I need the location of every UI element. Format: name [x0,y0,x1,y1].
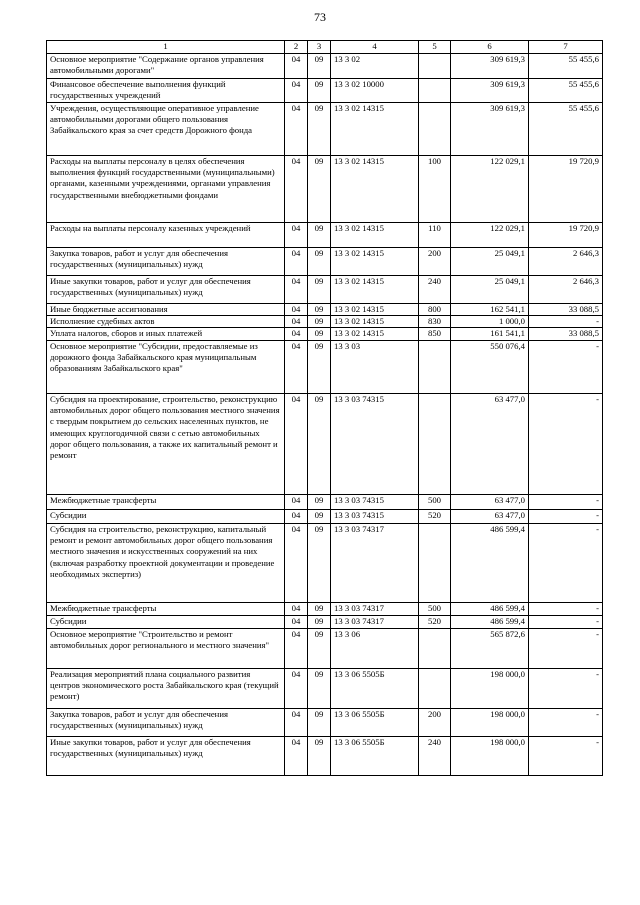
row-target-article-cell: 13 3 06 [331,628,419,668]
row-expense-type-cell: 240 [419,736,451,775]
row-expense-type-cell [419,340,451,393]
row-section-cell: 04 [285,79,308,103]
row-name-cell: Закупка товаров, работ и услуг для обеспечения государственных (муниципальных) нужд [47,708,285,736]
row-expense-type-cell [419,79,451,103]
row-subsection-cell: 09 [308,602,331,615]
table-row [47,102,603,155]
row-amount-cell: 63 477,0 [451,509,529,523]
page-number: 73 [314,10,326,24]
row-section-cell: 04 [285,628,308,668]
row-expense-type-cell: 200 [419,708,451,736]
row-target-article-cell: 13 3 02 14315 [331,155,419,222]
row-name-cell: Субсидия на проектирование, строительство, реконструкцию автомобильных дорог общего пользования местного значения с твердым покрытием до сельских населенных пунктов, не имеющих круглогодичной связи с сетью автомобильных дорог общего пользования, а также их капитальный ремонт и ремонт [47,393,285,494]
row-target-article-cell: 13 3 03 74315 [331,509,419,523]
row-subsection-cell: 09 [308,315,331,327]
row-subsection-cell: 09 [308,79,331,103]
row-amount-cell: 122 029,1 [451,222,529,247]
row-amount-cell: 565 872,6 [451,628,529,668]
row-expense-type-cell: 850 [419,328,451,340]
row-amount-extra-cell: 55 455,6 [529,79,603,103]
row-expense-type-cell: 520 [419,509,451,523]
row-expense-type-cell [419,102,451,155]
row-target-article-cell: 13 3 02 [331,54,419,79]
row-section-cell: 04 [285,328,308,340]
row-amount-cell: 486 599,4 [451,602,529,615]
row-section-cell: 04 [285,340,308,393]
row-section-cell: 04 [285,523,308,602]
table-row [47,315,603,327]
row-subsection-cell: 09 [308,628,331,668]
table-row [47,303,603,315]
row-amount-cell: 63 477,0 [451,393,529,494]
row-subsection-cell: 09 [308,222,331,247]
row-target-article-cell: 13 3 03 74317 [331,615,419,628]
row-section-cell: 04 [285,615,308,628]
row-name-cell: Иные бюджетные ассигнования [47,303,285,315]
table-row [47,494,603,509]
header-col-1: 1 [47,41,285,54]
row-amount-cell: 486 599,4 [451,615,529,628]
row-subsection-cell: 09 [308,155,331,222]
row-section-cell: 04 [285,54,308,79]
row-amount-cell: 161 541,1 [451,328,529,340]
row-amount-extra-cell: - [529,393,603,494]
table-row [47,275,603,303]
row-section-cell: 04 [285,708,308,736]
row-expense-type-cell: 500 [419,602,451,615]
row-amount-cell: 25 049,1 [451,275,529,303]
row-name-cell: Межбюджетные трансферты [47,602,285,615]
row-amount-cell: 486 599,4 [451,523,529,602]
row-subsection-cell: 09 [308,54,331,79]
row-amount-cell: 63 477,0 [451,494,529,509]
table-row [47,668,603,708]
row-amount-cell: 550 076,4 [451,340,529,393]
row-subsection-cell: 09 [308,708,331,736]
table-row [47,222,603,247]
row-name-cell: Расходы на выплаты персоналу казенных учреждений [47,222,285,247]
row-subsection-cell: 09 [308,393,331,494]
row-expense-type-cell: 240 [419,275,451,303]
table-row [47,509,603,523]
row-expense-type-cell [419,523,451,602]
table-row [47,247,603,275]
row-amount-extra-cell: 2 646,3 [529,247,603,275]
row-amount-cell: 309 619,3 [451,102,529,155]
row-name-cell: Субсидии [47,509,285,523]
row-amount-cell: 162 541,1 [451,303,529,315]
row-target-article-cell: 13 3 03 [331,340,419,393]
row-subsection-cell: 09 [308,247,331,275]
row-expense-type-cell [419,668,451,708]
row-amount-extra-cell: 55 455,6 [529,54,603,79]
row-name-cell: Финансовое обеспечение выполнения функций государственных учреждений [47,79,285,103]
row-name-cell: Основное мероприятие "Строительство и ремонт автомобильных дорог регионального и местного значения" [47,628,285,668]
row-amount-extra-cell: 2 646,3 [529,275,603,303]
row-target-article-cell: 13 3 02 14315 [331,102,419,155]
header-col-3: 3 [308,41,331,54]
row-amount-extra-cell: 55 455,6 [529,102,603,155]
row-name-cell: Уплата налогов, сборов и иных платежей [47,328,285,340]
row-amount-extra-cell: - [529,509,603,523]
row-amount-cell: 198 000,0 [451,668,529,708]
row-target-article-cell: 13 3 02 14315 [331,315,419,327]
row-subsection-cell: 09 [308,615,331,628]
row-name-cell: Иные закупки товаров, работ и услуг для обеспечения государственных (муниципальных) нужд [47,275,285,303]
row-section-cell: 04 [285,102,308,155]
row-section-cell: 04 [285,303,308,315]
row-subsection-cell: 09 [308,523,331,602]
table-row [47,602,603,615]
row-target-article-cell: 13 3 02 14315 [331,303,419,315]
row-expense-type-cell: 830 [419,315,451,327]
row-target-article-cell: 13 3 02 14315 [331,275,419,303]
row-subsection-cell: 09 [308,509,331,523]
row-target-article-cell: 13 3 02 14315 [331,222,419,247]
row-amount-extra-cell: 33 088,5 [529,328,603,340]
header-col-7: 7 [529,41,603,54]
row-name-cell: Основное мероприятие "Субсидии, предоставляемые из дорожного фонда Забайкальского края муниципальным образованиям Забайкальского края" [47,340,285,393]
row-name-cell: Закупка товаров, работ и услуг для обеспечения государственных (муниципальных) нужд [47,247,285,275]
row-target-article-cell: 13 3 06 5505Б [331,736,419,775]
row-target-article-cell: 13 3 03 74315 [331,494,419,509]
row-amount-extra-cell: - [529,340,603,393]
table-row [47,628,603,668]
header-col-4: 4 [331,41,419,54]
table-row [47,615,603,628]
row-expense-type-cell [419,628,451,668]
table-row [47,523,603,602]
row-name-cell: Межбюджетные трансферты [47,494,285,509]
row-name-cell: Субсидии [47,615,285,628]
header-col-6: 6 [451,41,529,54]
row-amount-extra-cell: 19 720,9 [529,222,603,247]
row-amount-extra-cell: - [529,628,603,668]
row-section-cell: 04 [285,393,308,494]
row-expense-type-cell [419,393,451,494]
row-expense-type-cell: 100 [419,155,451,222]
row-amount-extra-cell: 33 088,5 [529,303,603,315]
row-subsection-cell: 09 [308,494,331,509]
row-target-article-cell: 13 3 02 10000 [331,79,419,103]
row-amount-cell: 25 049,1 [451,247,529,275]
row-section-cell: 04 [285,222,308,247]
row-expense-type-cell [419,54,451,79]
table-row [47,328,603,340]
row-subsection-cell: 09 [308,303,331,315]
row-target-article-cell: 13 3 03 74317 [331,602,419,615]
row-section-cell: 04 [285,602,308,615]
row-expense-type-cell: 800 [419,303,451,315]
row-section-cell: 04 [285,509,308,523]
row-target-article-cell: 13 3 02 14315 [331,247,419,275]
row-amount-extra-cell: - [529,523,603,602]
row-target-article-cell: 13 3 03 74315 [331,393,419,494]
row-amount-extra-cell: - [529,494,603,509]
row-amount-cell: 309 619,3 [451,54,529,79]
row-name-cell: Исполнение судебных актов [47,315,285,327]
row-name-cell: Реализация мероприятий плана социального развития центров экономического роста Забайкальского края (текущий ремонт) [47,668,285,708]
row-subsection-cell: 09 [308,340,331,393]
row-target-article-cell: 13 3 06 5505Б [331,708,419,736]
table-row [47,736,603,775]
table-row [47,54,603,79]
table-row [47,155,603,222]
budget-table [46,40,603,776]
row-name-cell: Расходы на выплаты персоналу в целях обеспечения выполнения функций государственными (муниципальными) органами, казенными учреждениями, органами управления государственными внебюджетными фондами [47,155,285,222]
row-section-cell: 04 [285,494,308,509]
row-amount-extra-cell: - [529,602,603,615]
table-row [47,393,603,494]
row-expense-type-cell: 500 [419,494,451,509]
row-expense-type-cell: 520 [419,615,451,628]
table-row [47,79,603,103]
row-amount-cell: 122 029,1 [451,155,529,222]
row-amount-extra-cell: - [529,615,603,628]
row-subsection-cell: 09 [308,668,331,708]
row-name-cell: Основное мероприятие "Содержание органов управления автомобильными дорогами" [47,54,285,79]
row-name-cell: Учреждения, осуществляющие оперативное управление автомобильными дорогами общего пользования Забайкальского края за счет средств Дорожного фонда [47,102,285,155]
row-section-cell: 04 [285,668,308,708]
table-row [47,708,603,736]
row-subsection-cell: 09 [308,736,331,775]
row-amount-extra-cell: - [529,736,603,775]
row-amount-cell: 309 619,3 [451,79,529,103]
row-subsection-cell: 09 [308,328,331,340]
header-col-2: 2 [285,41,308,54]
row-section-cell: 04 [285,155,308,222]
row-section-cell: 04 [285,247,308,275]
row-expense-type-cell: 200 [419,247,451,275]
row-section-cell: 04 [285,315,308,327]
row-name-cell: Субсидия на строительство, реконструкцию, капитальный ремонт и ремонт автомобильных дорог общего пользования местного значения и искусственных сооружений на них (включая разработку проектной документации и проведение необходимых экспертиз) [47,523,285,602]
row-section-cell: 04 [285,275,308,303]
row-amount-extra-cell: - [529,708,603,736]
row-amount-extra-cell: - [529,668,603,708]
row-section-cell: 04 [285,736,308,775]
row-target-article-cell: 13 3 02 14315 [331,328,419,340]
row-expense-type-cell: 110 [419,222,451,247]
row-amount-cell: 198 000,0 [451,736,529,775]
header-col-5: 5 [419,41,451,54]
row-target-article-cell: 13 3 06 5505Б [331,668,419,708]
row-amount-extra-cell: 19 720,9 [529,155,603,222]
row-subsection-cell: 09 [308,102,331,155]
row-target-article-cell: 13 3 03 74317 [331,523,419,602]
row-amount-cell: 1 000,0 [451,315,529,327]
row-amount-cell: 198 000,0 [451,708,529,736]
row-amount-extra-cell: - [529,315,603,327]
table-row [47,340,603,393]
row-subsection-cell: 09 [308,275,331,303]
header-row [47,41,603,54]
row-name-cell: Иные закупки товаров, работ и услуг для обеспечения государственных (муниципальных) нужд [47,736,285,775]
